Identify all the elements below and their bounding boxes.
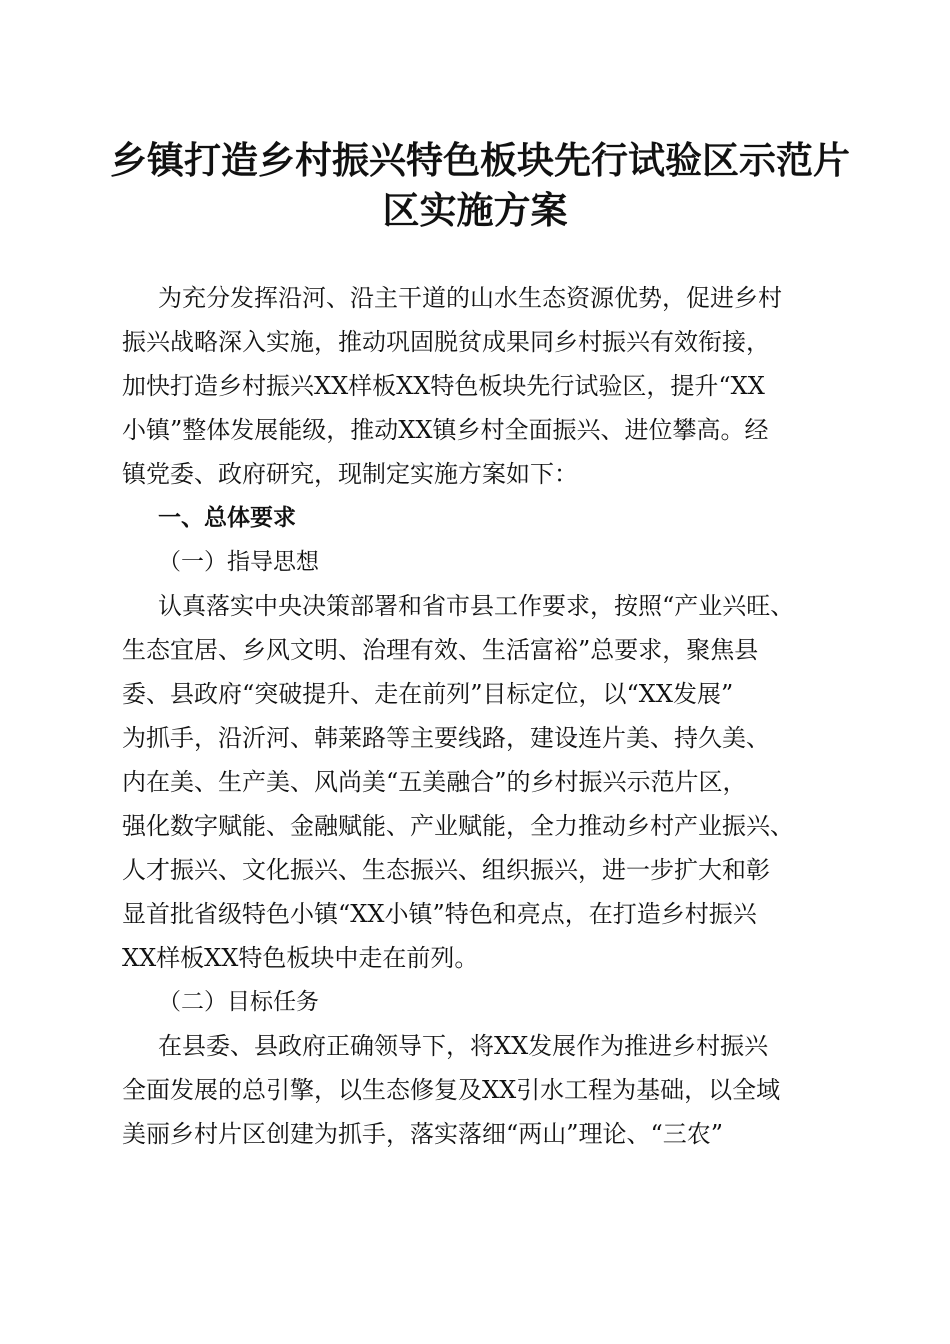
intro-line: 振兴战略深入实施，推动巩固脱贫成果同乡村振兴有效衔接， xyxy=(122,328,770,356)
paragraph-line: 显首批省级特色小镇“XX小镇”特色和亮点，在打造乡村振兴 xyxy=(122,900,757,928)
paragraph-line: 为抓手，沿沂河、韩莱路等主要线路，建设连片美、持久美、 xyxy=(122,724,770,752)
paragraph-line: 强化数字赋能、金融赋能、产业赋能，全力推动乡村产业振兴、 xyxy=(122,812,794,840)
paragraph-line: 美丽乡村片区创建为抓手，落实落细“两山”理论、“三农” xyxy=(122,1120,724,1148)
paragraph-line: 在县委、县政府正确领导下，将XX发展作为推进乡村振兴 xyxy=(158,1032,769,1060)
document-title-line-1: 乡镇打造乡村振兴特色板块先行试验区示范片 xyxy=(110,138,850,182)
intro-line: 加快打造乡村振兴XX样板XX特色板块先行试验区，提升“XX xyxy=(122,372,765,400)
section-heading: 一、总体要求 xyxy=(158,505,296,531)
intro-line: 小镇”整体发展能级，推动XX镇乡村全面振兴、进位攀高。经 xyxy=(122,416,769,444)
paragraph-line: 委、县政府“突破提升、走在前列”目标定位，以“XX发展” xyxy=(122,680,734,708)
paragraph-line: XX样板XX特色板块中走在前列。 xyxy=(122,944,479,972)
paragraph-line: 认真落实中央决策部署和省市县工作要求，按照“产业兴旺、 xyxy=(158,592,795,620)
paragraph-line: 生态宜居、乡风文明、治理有效、生活富裕”总要求，聚焦县 xyxy=(122,636,759,664)
subsection-heading: （二）目标任务 xyxy=(158,989,319,1015)
document-title-line-2: 区实施方案 xyxy=(382,188,568,232)
document-body xyxy=(122,276,862,1156)
intro-line: 镇党委、政府研究，现制定实施方案如下： xyxy=(122,460,578,488)
subsection-heading: （一）指导思想 xyxy=(158,549,319,575)
intro-line: 为充分发挥沿河、沿主干道的山水生态资源优势，促进乡村 xyxy=(158,284,782,312)
paragraph-line: 内在美、生产美、风尚美“五美融合”的乡村振兴示范片区， xyxy=(122,768,747,796)
paragraph-line: 全面发展的总引擎，以生态修复及XX引水工程为基础，以全域 xyxy=(122,1076,781,1104)
paragraph-line: 人才振兴、文化振兴、生态振兴、组织振兴，进一步扩大和彰 xyxy=(122,856,770,884)
